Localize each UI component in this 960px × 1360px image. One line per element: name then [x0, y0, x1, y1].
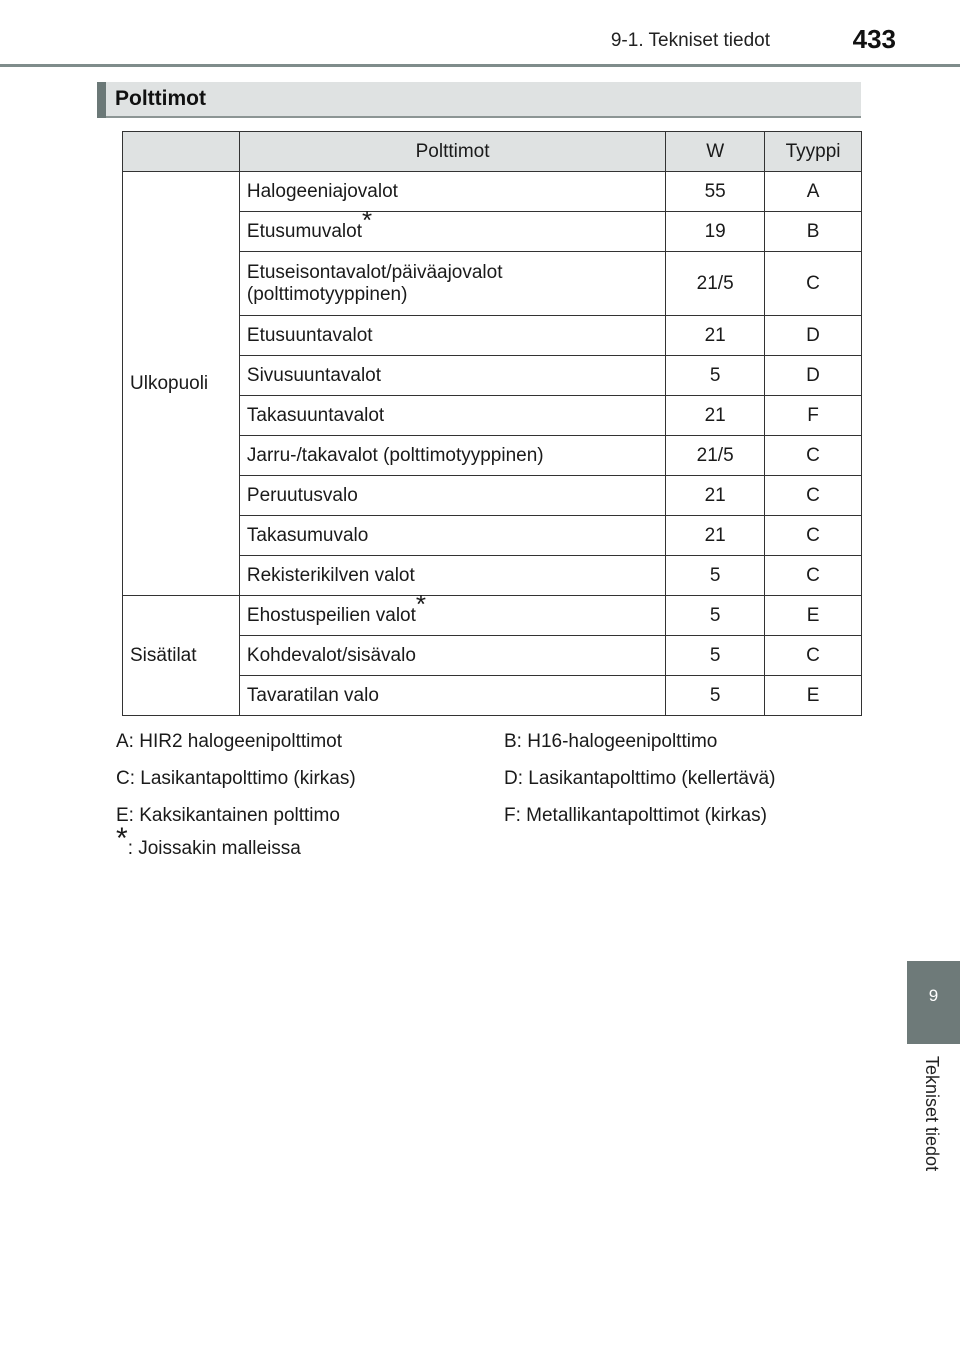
- legend-item: C: Lasikantapolttimo (kirkas): [116, 768, 356, 789]
- type-cell: C: [765, 476, 862, 516]
- type-cell: C: [765, 252, 862, 316]
- chapter-number: 9: [928, 986, 939, 1005]
- bulb-name-cell: [239, 516, 665, 556]
- section-accent: [97, 82, 106, 118]
- bulb-name-cell: [239, 636, 665, 676]
- table-row: [123, 596, 862, 636]
- table-header-row: [123, 132, 862, 172]
- bulb-name: Etusuuntavalot: [246, 324, 373, 346]
- section-title: Polttimot: [115, 87, 206, 110]
- bulb-name: Etusumuvalot: [246, 221, 363, 242]
- bulb-name-cell: [239, 476, 665, 516]
- header-divider: [0, 64, 960, 67]
- bulb-name: Jarru-/takavalot (polttimotyyppinen): [246, 444, 544, 466]
- type-cell: E: [765, 676, 862, 716]
- bulb-name: Takasuuntavalot: [246, 404, 385, 426]
- watt-cell: 21/5: [666, 252, 765, 316]
- legend-item: E: Kaksikantainen polttimo: [116, 805, 340, 826]
- footnote: [116, 822, 301, 860]
- watt-cell: 21: [666, 316, 765, 356]
- watt-cell: 55: [666, 172, 765, 212]
- bulb-name: Takasumuvalo: [246, 524, 369, 546]
- bulb-table-body: [123, 172, 862, 716]
- bulb-name-cell: [239, 252, 665, 316]
- bulb-name-cell: [239, 316, 665, 356]
- bulb-name: Etuseisontavalot/päiväajovalot: [246, 261, 503, 283]
- footnote-text: : Joissakin malleissa: [127, 838, 301, 859]
- bulb-name-cell: [239, 396, 665, 436]
- type-cell: C: [765, 636, 862, 676]
- legend-item: D: Lasikantapolttimo (kellertävä): [504, 768, 776, 789]
- watt-cell: 5: [666, 676, 765, 716]
- bulb-name-cell: [239, 356, 665, 396]
- bulb-name: Halogeeniajovalot: [246, 180, 398, 202]
- type-cell: E: [765, 596, 862, 636]
- type-cell: D: [765, 316, 862, 356]
- group-cell: Sisätilat: [123, 596, 240, 716]
- bulb-table: [122, 131, 862, 716]
- chapter-tab: [907, 961, 960, 1044]
- watt-cell: 21: [666, 396, 765, 436]
- header-section-title: 9-1. Tekniset tiedot: [610, 30, 770, 51]
- bulb-name-line2: (polttimotyyppinen): [246, 283, 408, 305]
- watt-cell: 5: [666, 356, 765, 396]
- type-cell: B: [765, 212, 862, 252]
- chapter-label: Tekniset tiedot: [922, 1056, 942, 1172]
- type-cell: C: [765, 436, 862, 476]
- bulb-name: Tavaratilan valo: [246, 684, 379, 706]
- watt-cell: 21: [666, 476, 765, 516]
- bulb-name-cell: [239, 556, 665, 596]
- bulb-name-cell: [239, 676, 665, 716]
- watt-cell: 19: [666, 212, 765, 252]
- bulb-name: Rekisterikilven valot: [246, 564, 415, 586]
- footnote-asterisk: *: [116, 822, 128, 855]
- type-cell: A: [765, 172, 862, 212]
- watt-cell: 5: [666, 596, 765, 636]
- bulb-name: Ehostuspeilien valot: [246, 605, 416, 626]
- section-heading-bar: [97, 82, 861, 118]
- bulb-name: Sivusuuntavalot: [246, 364, 382, 386]
- type-cell: C: [765, 516, 862, 556]
- bulb-name-cell: [239, 205, 665, 252]
- bulb-name: Peruutusvalo: [246, 484, 358, 506]
- footnote-asterisk: *: [415, 589, 427, 619]
- bulb-name-cell: [239, 172, 665, 212]
- page-number: 433: [852, 24, 896, 54]
- bulb-name-cell: [239, 589, 665, 636]
- watt-cell: 5: [666, 556, 765, 596]
- legend-item: F: Metallikantapolttimot (kirkas): [504, 805, 767, 826]
- watt-cell: 5: [666, 636, 765, 676]
- table-row: [123, 172, 862, 212]
- legend-item: B: H16-halogeenipolttimo: [504, 731, 718, 752]
- header-cell-type: Tyyppi: [765, 132, 862, 172]
- type-cell: C: [765, 556, 862, 596]
- bulb-name-cell: [239, 436, 665, 476]
- bulb-name: Kohdevalot/sisävalo: [246, 644, 416, 666]
- type-cell: D: [765, 356, 862, 396]
- header-cell-watt: W: [666, 132, 765, 172]
- header-cell-group: [123, 132, 240, 172]
- group-cell: Ulkopuoli: [123, 172, 240, 596]
- header-cell-bulb: Polttimot: [239, 132, 665, 172]
- watt-cell: 21/5: [666, 436, 765, 476]
- type-cell: F: [765, 396, 862, 436]
- watt-cell: 21: [666, 516, 765, 556]
- legend-item: A: HIR2 halogeenipolttimot: [116, 731, 343, 752]
- footnote-asterisk: *: [362, 205, 373, 235]
